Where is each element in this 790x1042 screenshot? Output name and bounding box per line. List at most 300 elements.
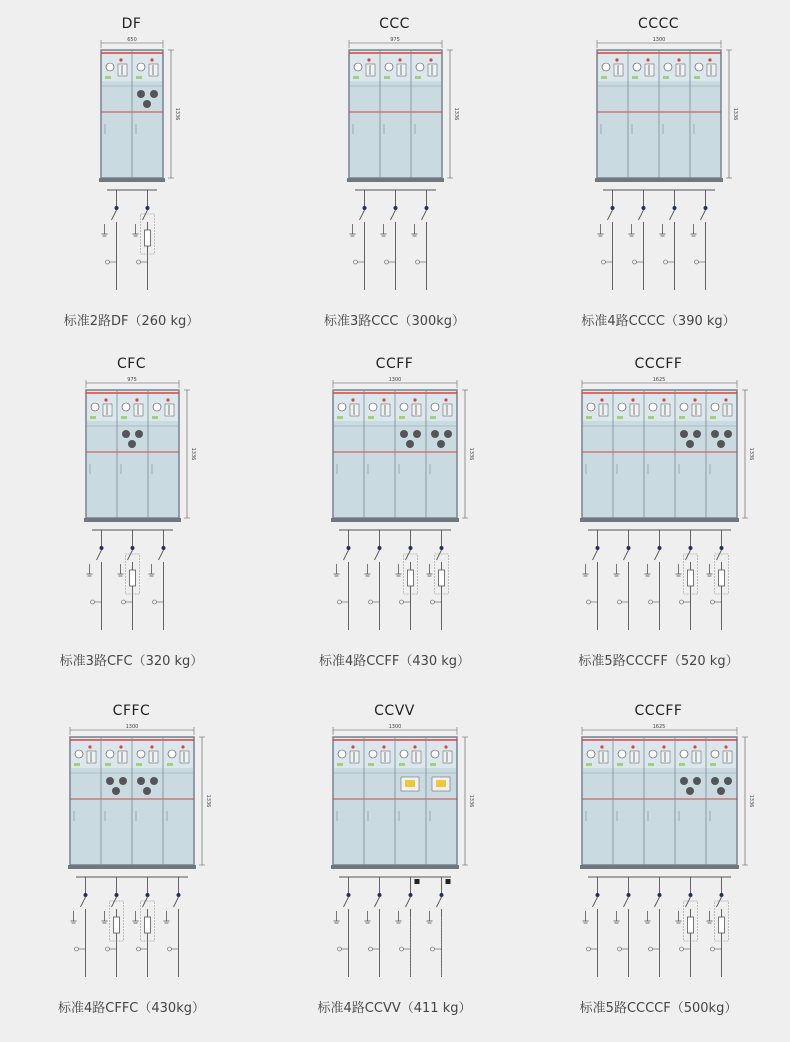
- cable-end-icon: [618, 947, 622, 951]
- switch-blade: [375, 897, 380, 907]
- switch-blade: [437, 897, 442, 907]
- contact-dot-icon: [425, 206, 429, 210]
- cable-end-icon: [122, 600, 126, 604]
- fuse-dial-icon: [724, 430, 732, 438]
- cabinet-base: [580, 865, 739, 869]
- control-dial-icon: [649, 750, 657, 758]
- fuse-dial-icon: [717, 440, 725, 448]
- mimic-diagram: [692, 404, 701, 416]
- control-dial-icon: [680, 403, 688, 411]
- switch-blade: [81, 897, 86, 907]
- height-dimension-label: 1336: [205, 794, 211, 808]
- indicator-light-icon: [662, 745, 665, 748]
- mimic-diagram: [443, 751, 452, 763]
- cable-end-icon: [695, 260, 699, 264]
- contact-dot-icon: [596, 546, 600, 550]
- contact-dot-icon: [596, 893, 600, 897]
- control-dial-icon: [587, 403, 595, 411]
- unit-drawing: [0, 340, 263, 687]
- fuse-icon: [719, 570, 725, 586]
- status-light-icon: [399, 763, 405, 766]
- indicator-light-icon: [150, 58, 153, 61]
- fuse-icon: [688, 570, 694, 586]
- height-dimension-label: 1336: [190, 447, 196, 461]
- fuse-dial-icon: [119, 777, 127, 785]
- status-light-icon: [694, 76, 700, 79]
- height-dimension-label: 1336: [468, 794, 474, 808]
- height-dimension-label: 1336: [174, 107, 180, 121]
- cable-end-icon: [385, 260, 389, 264]
- cable-end-icon: [354, 260, 358, 264]
- control-dial-icon: [369, 750, 377, 758]
- status-light-icon: [105, 763, 111, 766]
- switch-blade: [593, 897, 598, 907]
- breaker-window-icon: [405, 780, 415, 787]
- cable-end-icon: [338, 947, 342, 951]
- fuse-icon: [408, 570, 414, 586]
- indicator-light-icon: [631, 745, 634, 748]
- status-light-icon: [430, 416, 436, 419]
- unit-drawing: [0, 687, 263, 1034]
- switch-blade: [608, 210, 613, 220]
- fuse-dial-icon: [122, 430, 130, 438]
- contact-dot-icon: [611, 206, 615, 210]
- cabinet-base: [347, 178, 444, 182]
- cable-end-icon: [602, 260, 606, 264]
- control-dial-icon: [618, 403, 626, 411]
- contact-dot-icon: [673, 206, 677, 210]
- mimic-diagram: [87, 751, 96, 763]
- unit-caption: 标准5路CCCCF（500kg）: [579, 1001, 738, 1016]
- cable-end-icon: [649, 947, 653, 951]
- switch-blade: [655, 897, 660, 907]
- fuse-dial-icon: [711, 777, 719, 785]
- fuse-dial-icon: [680, 430, 688, 438]
- switch-blade: [406, 550, 411, 560]
- unit-title: DF: [121, 16, 142, 32]
- status-light-icon: [337, 416, 343, 419]
- contact-dot-icon: [720, 893, 724, 897]
- switch-blade: [360, 210, 365, 220]
- indicator-light-icon: [135, 398, 138, 401]
- unit-title: CCC: [379, 16, 410, 32]
- indicator-light-icon: [724, 745, 727, 748]
- contact-dot-icon: [177, 893, 181, 897]
- cable-end-icon: [168, 947, 172, 951]
- control-dial-icon: [400, 750, 408, 758]
- contact-dot-icon: [347, 893, 351, 897]
- unit-title: CCVV: [374, 703, 415, 719]
- cabinet-base: [331, 865, 459, 869]
- status-light-icon: [632, 76, 638, 79]
- cable-end-icon: [153, 600, 157, 604]
- unit-title: CCCFF: [634, 703, 683, 719]
- switch-blade: [375, 550, 380, 560]
- unit-cfc: [0, 340, 263, 687]
- height-dimension-label: 1336: [468, 447, 474, 461]
- unit-caption: 标准4路CFFC（430kg）: [58, 1001, 205, 1016]
- unit-drawing: [527, 687, 790, 1034]
- upper-compartment: [350, 51, 441, 81]
- status-light-icon: [136, 763, 142, 766]
- mimic-diagram: [350, 751, 359, 763]
- contact-dot-icon: [440, 893, 444, 897]
- switch-blade: [717, 897, 722, 907]
- contact-dot-icon: [378, 546, 382, 550]
- status-light-icon: [663, 76, 669, 79]
- mimic-diagram: [118, 64, 127, 76]
- mimic-diagram: [180, 751, 189, 763]
- fuse-dial-icon: [686, 440, 694, 448]
- fuse-dial-icon: [693, 777, 701, 785]
- indicator-light-icon: [181, 745, 184, 748]
- status-light-icon: [90, 416, 96, 419]
- fuse-dial-icon: [106, 777, 114, 785]
- status-light-icon: [121, 416, 127, 419]
- fuse-icon: [114, 917, 120, 933]
- fuse-dial-icon: [150, 90, 158, 98]
- fuse-icon: [688, 917, 694, 933]
- unit-title: CCCFF: [634, 356, 683, 372]
- contact-dot-icon: [363, 206, 367, 210]
- switch-blade: [97, 550, 102, 560]
- contact-dot-icon: [720, 546, 724, 550]
- mimic-diagram: [630, 404, 639, 416]
- fuse-icon: [145, 230, 151, 246]
- unit-title: CCCC: [637, 16, 680, 32]
- fuse-icon: [130, 570, 136, 586]
- breaker-window-icon: [436, 780, 446, 787]
- cable-end-icon: [137, 947, 141, 951]
- status-light-icon: [586, 416, 592, 419]
- control-dial-icon: [91, 403, 99, 411]
- switch-blade: [624, 897, 629, 907]
- switch-blade: [686, 897, 691, 907]
- contact-dot-icon: [146, 893, 150, 897]
- switch-blade: [717, 550, 722, 560]
- width-dimension-label: 1300: [388, 724, 402, 730]
- fuse-icon: [145, 917, 151, 933]
- control-dial-icon: [711, 403, 719, 411]
- switch-blade: [686, 550, 691, 560]
- indicator-light-icon: [119, 58, 122, 61]
- mimic-diagram: [599, 404, 608, 416]
- cable-end-icon: [75, 947, 79, 951]
- unit-drawing: [527, 0, 790, 347]
- control-dial-icon: [400, 403, 408, 411]
- contact-dot-icon: [704, 206, 708, 210]
- mimic-diagram: [707, 64, 716, 76]
- unit-drawing: [263, 0, 526, 347]
- indicator-light-icon: [150, 745, 153, 748]
- control-dial-icon: [695, 63, 703, 71]
- cable-end-icon: [369, 600, 373, 604]
- fuse-dial-icon: [444, 430, 452, 438]
- cable-end-icon: [91, 600, 95, 604]
- switch-blade: [593, 550, 598, 560]
- control-dial-icon: [431, 403, 439, 411]
- control-dial-icon: [75, 750, 83, 758]
- fuse-dial-icon: [711, 430, 719, 438]
- indicator-light-icon: [104, 398, 107, 401]
- cable-end-icon: [431, 947, 435, 951]
- contact-dot-icon: [689, 893, 693, 897]
- indicator-light-icon: [351, 745, 354, 748]
- cable-end-icon: [618, 600, 622, 604]
- mimic-diagram: [428, 64, 437, 76]
- status-light-icon: [617, 416, 623, 419]
- cable-end-icon: [137, 260, 141, 264]
- switch-blade: [112, 210, 117, 220]
- switch-blade: [624, 550, 629, 560]
- height-dimension-label: 1336: [732, 107, 738, 121]
- mimic-diagram: [723, 404, 732, 416]
- switch-blade: [344, 897, 349, 907]
- control-dial-icon: [106, 750, 114, 758]
- indicator-light-icon: [693, 745, 696, 748]
- fuse-icon: [439, 570, 445, 586]
- control-dial-icon: [369, 403, 377, 411]
- control-dial-icon: [602, 63, 610, 71]
- cabinet-base: [99, 178, 165, 182]
- fuse-dial-icon: [693, 430, 701, 438]
- switch-blade: [670, 210, 675, 220]
- contact-dot-icon: [627, 893, 631, 897]
- unit-drawing: [263, 687, 526, 1034]
- unit-drawing: [0, 0, 263, 347]
- switch-blade: [422, 210, 427, 220]
- switch-blade: [174, 897, 179, 907]
- indicator-light-icon: [119, 745, 122, 748]
- indicator-light-icon: [631, 398, 634, 401]
- switch-blade: [701, 210, 706, 220]
- width-dimension-label: 975: [390, 37, 400, 43]
- status-light-icon: [368, 763, 374, 766]
- control-dial-icon: [680, 750, 688, 758]
- indicator-light-icon: [351, 398, 354, 401]
- switch-blade: [437, 550, 442, 560]
- control-dial-icon: [153, 403, 161, 411]
- mimic-diagram: [397, 64, 406, 76]
- control-dial-icon: [431, 750, 439, 758]
- fuse-dial-icon: [686, 787, 694, 795]
- mimic-diagram: [661, 751, 670, 763]
- mimic-diagram: [630, 751, 639, 763]
- switch-blade: [639, 210, 644, 220]
- switch-blade: [128, 550, 133, 560]
- unit-caption: 标准5路CCCFF（520 kg）: [578, 654, 739, 669]
- fuse-dial-icon: [680, 777, 688, 785]
- unit-title: CFFC: [112, 703, 151, 719]
- cabinet-base: [580, 518, 739, 522]
- unit-cffc: [0, 687, 263, 1034]
- indicator-light-icon: [677, 58, 680, 61]
- contact-dot-icon: [162, 546, 166, 550]
- indicator-light-icon: [429, 58, 432, 61]
- contact-dot-icon: [131, 546, 135, 550]
- breaker-icon: [415, 879, 420, 884]
- cabinet-base: [84, 518, 181, 522]
- status-light-icon: [136, 76, 142, 79]
- mimic-diagram: [723, 751, 732, 763]
- mimic-diagram: [614, 64, 623, 76]
- indicator-light-icon: [88, 745, 91, 748]
- cable-end-icon: [664, 260, 668, 264]
- unit-ccff: [263, 340, 526, 687]
- cable-end-icon: [416, 260, 420, 264]
- contact-dot-icon: [689, 546, 693, 550]
- status-light-icon: [710, 763, 716, 766]
- fuse-dial-icon: [431, 430, 439, 438]
- mimic-diagram: [412, 404, 421, 416]
- cable-end-icon: [680, 600, 684, 604]
- unit-df: [0, 0, 263, 347]
- breaker-icon: [446, 879, 451, 884]
- unit-caption: 标准3路CCC（300kg）: [323, 314, 466, 329]
- switch-blade: [143, 897, 148, 907]
- unit-caption: 标准4路CCVV（411 kg）: [317, 1001, 472, 1016]
- unit-caption: 标准2路DF（260 kg）: [63, 314, 200, 329]
- mimic-diagram: [692, 751, 701, 763]
- switch-blade: [112, 897, 117, 907]
- cable-end-icon: [431, 600, 435, 604]
- width-dimension-label: 1625: [652, 377, 666, 383]
- status-light-icon: [415, 76, 421, 79]
- status-light-icon: [648, 416, 654, 419]
- cable-end-icon: [711, 947, 715, 951]
- mimic-diagram: [149, 64, 158, 76]
- status-light-icon: [353, 76, 359, 79]
- upper-compartment: [87, 391, 178, 421]
- mimic-diagram: [165, 404, 174, 416]
- mimic-diagram: [350, 404, 359, 416]
- cable-end-icon: [400, 947, 404, 951]
- status-light-icon: [586, 763, 592, 766]
- fuse-dial-icon: [143, 100, 151, 108]
- mimic-diagram: [645, 64, 654, 76]
- indicator-light-icon: [444, 745, 447, 748]
- switch-blade: [143, 210, 148, 220]
- mimic-diagram: [661, 404, 670, 416]
- control-dial-icon: [106, 63, 114, 71]
- control-dial-icon: [649, 403, 657, 411]
- unit-drawing: [527, 340, 790, 687]
- indicator-light-icon: [693, 398, 696, 401]
- fuse-dial-icon: [150, 777, 158, 785]
- control-dial-icon: [416, 63, 424, 71]
- control-dial-icon: [137, 750, 145, 758]
- cabinet-base: [331, 518, 459, 522]
- width-dimension-label: 1300: [125, 724, 139, 730]
- contact-dot-icon: [394, 206, 398, 210]
- unit-cccc: [527, 0, 790, 347]
- fuse-dial-icon: [717, 787, 725, 795]
- contact-dot-icon: [658, 546, 662, 550]
- control-dial-icon: [137, 63, 145, 71]
- status-light-icon: [617, 763, 623, 766]
- control-dial-icon: [385, 63, 393, 71]
- fuse-dial-icon: [406, 440, 414, 448]
- fuse-dial-icon: [112, 787, 120, 795]
- control-dial-icon: [664, 63, 672, 71]
- fuse-dial-icon: [143, 787, 151, 795]
- contact-dot-icon: [347, 546, 351, 550]
- indicator-light-icon: [367, 58, 370, 61]
- unit-ccc: [263, 0, 526, 347]
- mimic-diagram: [676, 64, 685, 76]
- status-light-icon: [648, 763, 654, 766]
- mimic-diagram: [381, 404, 390, 416]
- fuse-dial-icon: [137, 90, 145, 98]
- status-light-icon: [601, 76, 607, 79]
- contact-dot-icon: [440, 546, 444, 550]
- cable-end-icon: [106, 947, 110, 951]
- control-dial-icon: [122, 403, 130, 411]
- contact-dot-icon: [115, 206, 119, 210]
- indicator-light-icon: [413, 398, 416, 401]
- indicator-light-icon: [398, 58, 401, 61]
- control-dial-icon: [338, 750, 346, 758]
- cable-end-icon: [649, 600, 653, 604]
- height-dimension-label: 1336: [453, 107, 459, 121]
- mimic-diagram: [103, 404, 112, 416]
- switch-blade: [406, 897, 411, 907]
- control-dial-icon: [587, 750, 595, 758]
- width-dimension-label: 1300: [652, 37, 666, 43]
- cable-end-icon: [106, 260, 110, 264]
- contact-dot-icon: [146, 206, 150, 210]
- control-dial-icon: [618, 750, 626, 758]
- indicator-light-icon: [662, 398, 665, 401]
- fuse-dial-icon: [400, 430, 408, 438]
- unit-ccvv: [263, 687, 526, 1034]
- contact-dot-icon: [642, 206, 646, 210]
- width-dimension-label: 1300: [388, 377, 402, 383]
- status-light-icon: [368, 416, 374, 419]
- mimic-diagram: [134, 404, 143, 416]
- mimic-diagram: [381, 751, 390, 763]
- fuse-dial-icon: [413, 430, 421, 438]
- unit-title: CFC: [116, 356, 147, 372]
- height-dimension-label: 1336: [748, 794, 754, 808]
- indicator-light-icon: [166, 398, 169, 401]
- height-dimension-label: 1336: [748, 447, 754, 461]
- status-light-icon: [430, 763, 436, 766]
- indicator-light-icon: [724, 398, 727, 401]
- fuse-dial-icon: [128, 440, 136, 448]
- status-light-icon: [105, 76, 111, 79]
- indicator-light-icon: [382, 745, 385, 748]
- contact-dot-icon: [409, 893, 413, 897]
- mimic-diagram: [599, 751, 608, 763]
- indicator-light-icon: [615, 58, 618, 61]
- fuse-dial-icon: [437, 440, 445, 448]
- control-dial-icon: [354, 63, 362, 71]
- mimic-diagram: [366, 64, 375, 76]
- cable-end-icon: [400, 600, 404, 604]
- status-light-icon: [384, 76, 390, 79]
- indicator-light-icon: [444, 398, 447, 401]
- status-light-icon: [167, 763, 173, 766]
- indicator-light-icon: [600, 745, 603, 748]
- status-light-icon: [152, 416, 158, 419]
- fuse-icon: [719, 917, 725, 933]
- fuse-dial-icon: [137, 777, 145, 785]
- width-dimension-label: 1625: [652, 724, 666, 730]
- unit-title: CCFF: [375, 356, 414, 372]
- unit-cccff: [527, 340, 790, 687]
- mimic-diagram: [443, 404, 452, 416]
